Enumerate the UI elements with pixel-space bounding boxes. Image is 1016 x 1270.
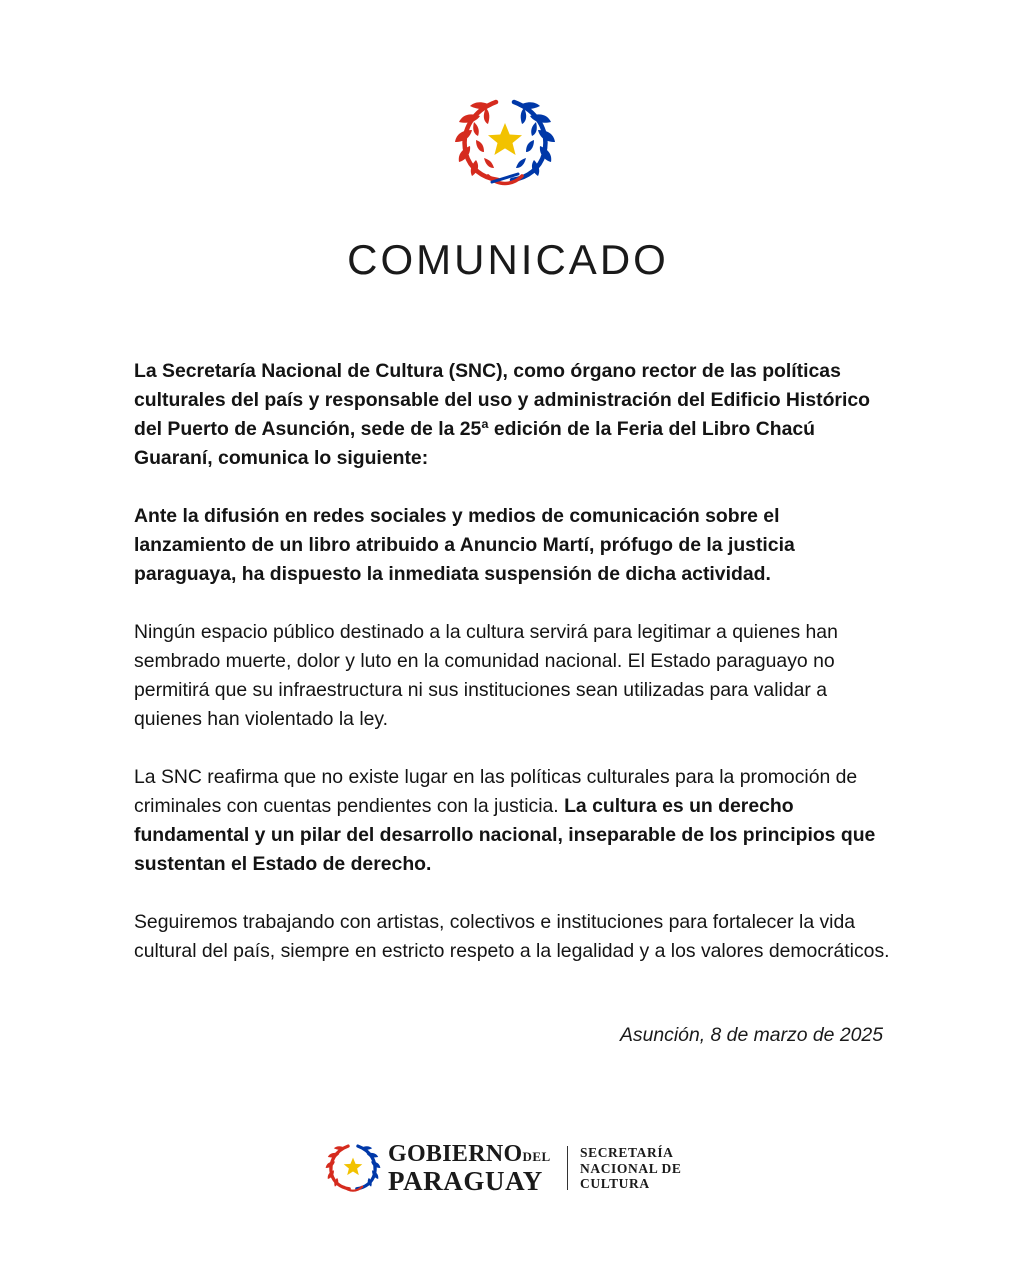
document-date: Asunción, 8 de marzo de 2025 — [619, 1024, 883, 1046]
paragraph-reaffirm — [134, 763, 894, 879]
star-laurel-emblem-icon — [452, 96, 558, 188]
snc-line3: CULTURA — [580, 1176, 650, 1191]
paragraph-closing: Seguiremos trabajando con artistas, colectivos e instituciones para fortalecer la vida cultural del país, siempre en estricto respeto a la legalidad y a los valores democráticos. — [134, 911, 890, 962]
snc-line1: SECRETARÍA — [580, 1145, 674, 1160]
paragraph-decision: Ante la difusión en redes sociales y medios de comunicación sobre el lanzamiento de un libro atribuido a Anuncio Martí, prófugo de la justicia paraguaya, ha dispuesto la inmediata suspensión de dicha actividad. — [134, 505, 795, 585]
gov-line2: PARAGUAY — [388, 1166, 543, 1196]
paragraph-reaffirm-regular: La SNC reafirma que no existe lugar en las políticas culturales para la promoción de criminales con cuentas pendientes con la justicia. — [134, 766, 858, 817]
gov-del: DEL — [522, 1149, 551, 1164]
gov-line1: GOBIERNO — [388, 1141, 523, 1167]
snc-wordmark — [580, 1145, 682, 1192]
gobierno-del-paraguay-wordmark — [388, 1142, 551, 1194]
page-title: COMUNICADO — [347, 236, 669, 283]
snc-line2: NACIONAL DE — [580, 1160, 682, 1176]
paragraph-statement: Ningún espacio público destinado a la cultura servirá para legitimar a quienes han sembrado muerte, dolor y luto en la comunidad nacional. El Estado paraguayo no permitirá que su infraestructura ni sus instituciones sean utilizadas para validar a quienes han violentado la ley. — [134, 621, 838, 730]
star-laurel-emblem-icon — [324, 1142, 382, 1194]
paragraph-reaffirm-bold: La cultura es un derecho fundamental y un pilar del desarrollo nacional, inseparable de los principios que sustentan el Estado de derecho. — [134, 795, 876, 875]
paragraph-intro: La Secretaría Nacional de Cultura (SNC), como órgano rector de las políticas culturales del país y responsable del uso y administración del Edificio Histórico del Puerto de Asunción, sede de la 25ª edición de la Feria del Libro Chacú Guaraní, comunica lo siguiente: — [134, 360, 870, 469]
footer-divider — [567, 1146, 568, 1190]
communique-body — [134, 357, 894, 995]
footer-logo — [324, 1140, 704, 1198]
